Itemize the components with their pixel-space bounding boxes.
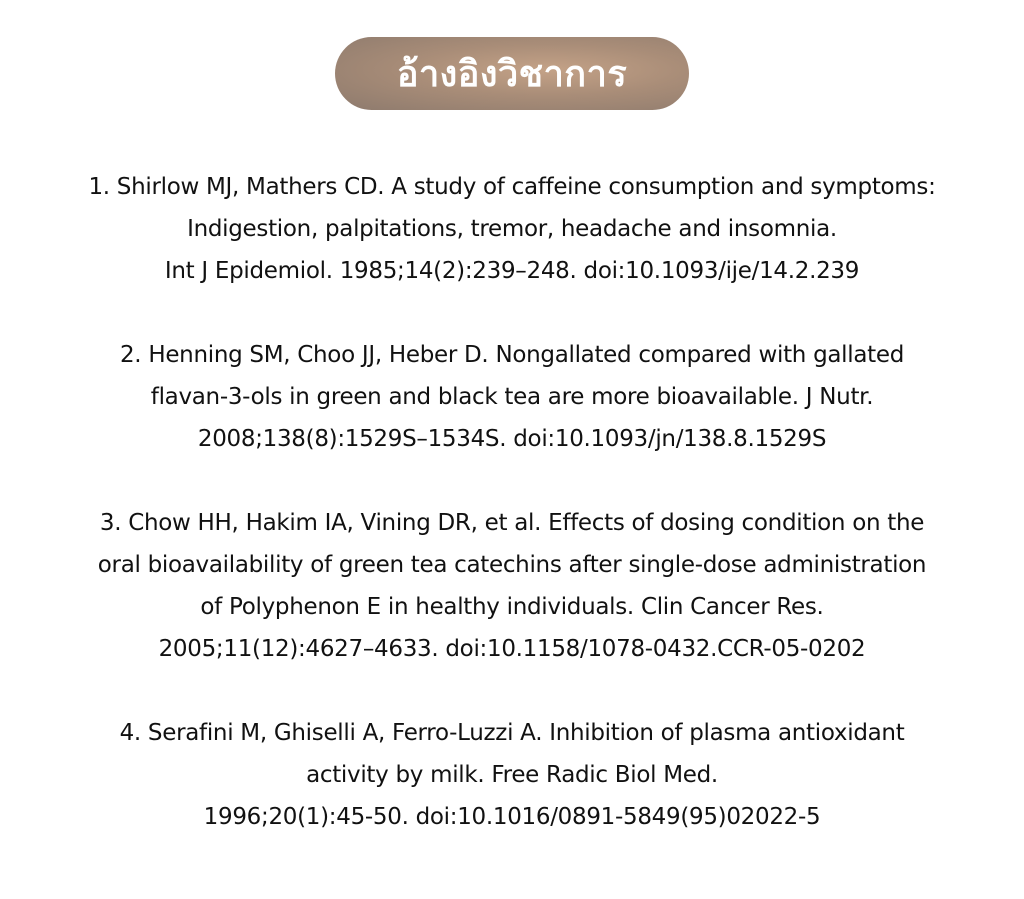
reference-line: 1. Shirlow MJ, Mathers CD. A study of caffeine consumption and symptoms:	[88, 174, 936, 200]
reference-line: 2. Henning SM, Choo JJ, Heber D. Nongallated compared with gallated	[119, 342, 905, 368]
reference-item-1	[0, 166, 1024, 292]
reference-item-4	[0, 712, 1024, 838]
reference-line: 4. Serafini M, Ghiselli A, Ferro-Luzzi A. Inhibition of plasma antioxidant	[119, 720, 905, 746]
reference-line: Indigestion, palpitations, tremor, headache and insomnia.	[187, 216, 837, 242]
reference-line: activity by milk. Free Radic Biol Med.	[306, 762, 718, 788]
reference-list	[0, 166, 1024, 880]
reference-line: Int J Epidemiol. 1985;14(2):239–248. doi:10.1093/ije/14.2.239	[164, 258, 860, 284]
reference-item-2	[0, 334, 1024, 460]
reference-line: 2008;138(8):1529S–1534S. doi:10.1093/jn/138.8.1529S	[197, 426, 827, 452]
reference-line: 2005;11(12):4627–4633. doi:10.1158/1078-0432.CCR-05-0202	[158, 636, 866, 662]
reference-line: 1996;20(1):45-50. doi:10.1016/0891-5849(95)02022-5	[203, 804, 821, 830]
title-badge	[335, 37, 689, 110]
page-title: อ้างอิงวิชาการ	[396, 54, 628, 95]
reference-item-3	[0, 502, 1024, 670]
reference-line: 3. Chow HH, Hakim IA, Vining DR, et al. Effects of dosing condition on the	[99, 510, 925, 536]
reference-line: oral bioavailability of green tea catechins after single-dose administration	[97, 552, 927, 578]
reference-line: of Polyphenon E in healthy individuals. Clin Cancer Res.	[200, 594, 824, 620]
reference-line: flavan-3-ols in green and black tea are more bioavailable. J Nutr.	[150, 384, 874, 410]
